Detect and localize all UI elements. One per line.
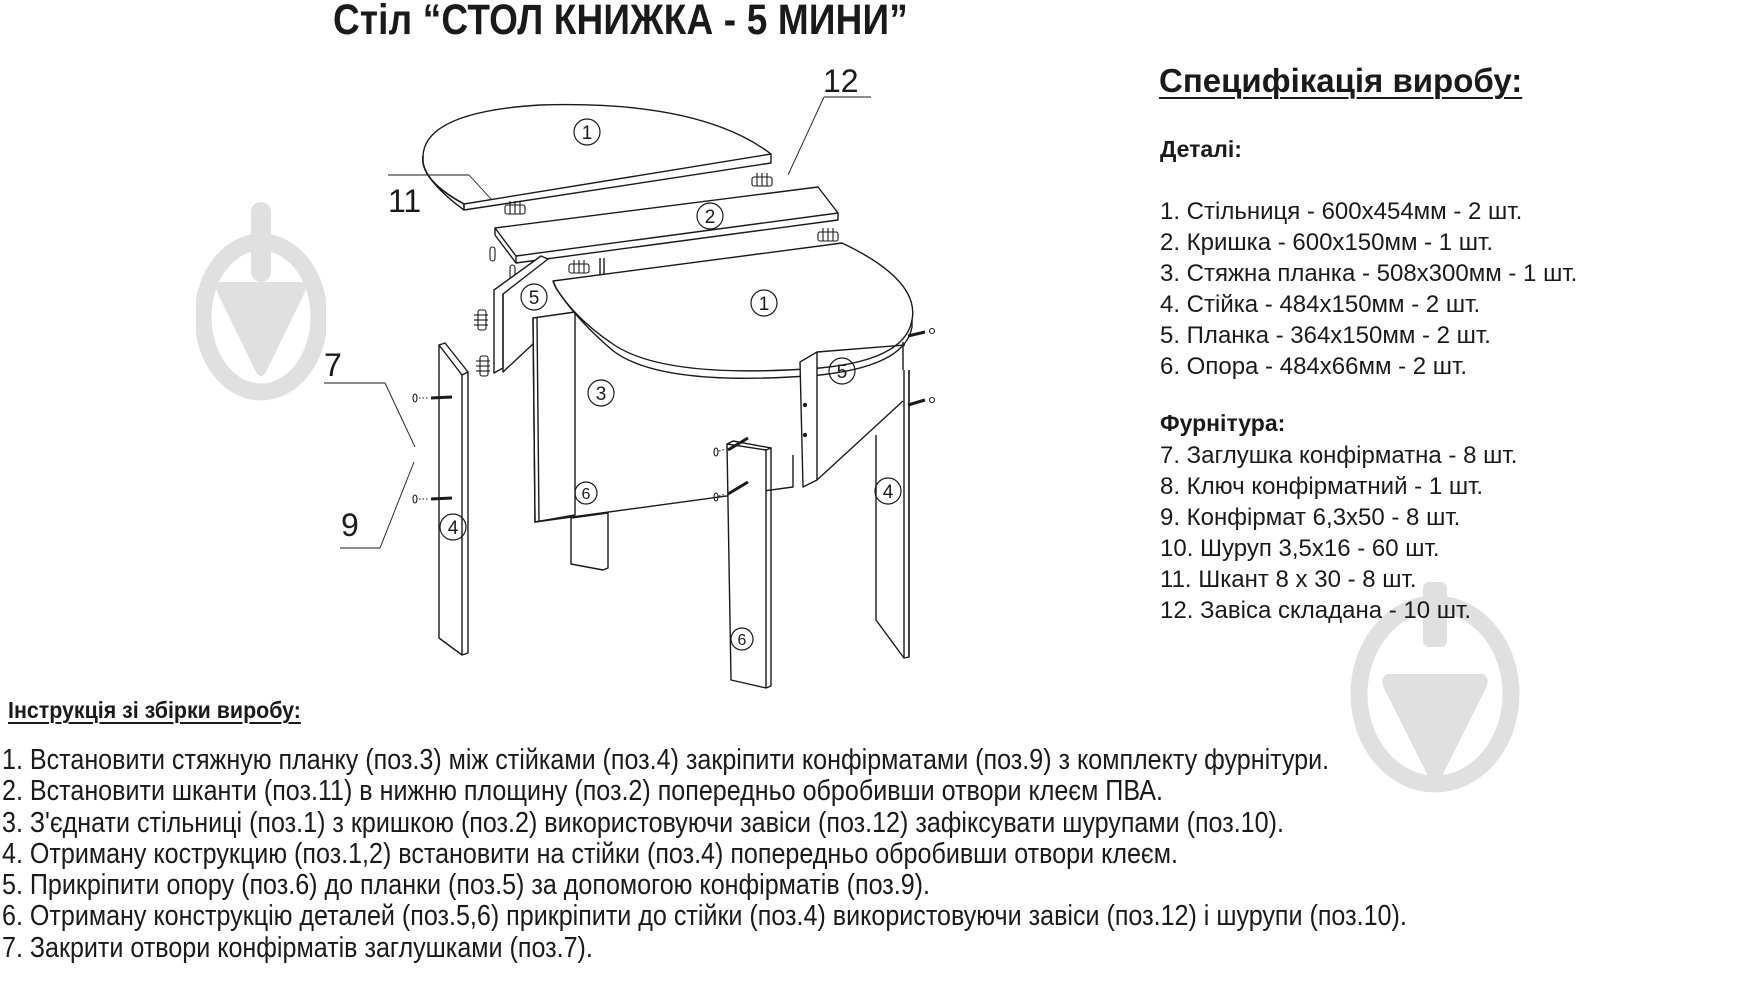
part-label-3: 3 <box>595 384 607 405</box>
instruction-step: 1. Встановити стяжную планку (поз.3) між стійками (поз.4) закріпити конфірматами (поз.9) з комплекту фурнітури. <box>2 744 1330 776</box>
plank-right <box>800 345 905 487</box>
detail-item: 5. Планка - 364x150мм - 2 шт. <box>1160 322 1491 349</box>
support-small <box>571 513 608 570</box>
part-label-5: 5 <box>528 288 540 309</box>
tabletop-lower <box>553 243 913 378</box>
part-label-2: 2 <box>704 207 716 228</box>
part-label-1: 1 <box>581 123 593 144</box>
hardware-item: 12. Завіса складана - 10 шт. <box>1160 597 1471 624</box>
part-label-4: 4 <box>447 518 459 539</box>
part-label-6: 6 <box>581 486 591 503</box>
detail-item: 6. Опора - 484x66мм - 2 шт. <box>1160 353 1468 380</box>
hardware-item: 8. Ключ конфірматний - 1 шт. <box>1160 473 1484 500</box>
hardware-item: 10. Шуруп 3,5x16 - 60 шт. <box>1160 535 1440 562</box>
hardware-heading: Фурнітура: <box>1160 410 1286 436</box>
part-label-5: 5 <box>836 362 848 383</box>
part-label-6: 6 <box>737 632 747 649</box>
instructions-list <box>2 745 1626 964</box>
part-label-4: 4 <box>882 482 894 503</box>
assembly-diagram <box>0 0 1000 690</box>
hardware-item: 11. Шкант 8 х 30 - 8 шт. <box>1160 566 1417 593</box>
confirmat-screw-icon <box>908 329 935 406</box>
tabletop-upper <box>423 105 771 210</box>
hinge-icon <box>474 310 490 376</box>
part-label-1: 1 <box>758 294 770 315</box>
detail-item: 1. Стільниця - 600x454мм - 2 шт. <box>1160 198 1523 225</box>
callout-9: 9 <box>341 507 359 543</box>
callout-11: 11 <box>388 183 422 219</box>
details-heading: Деталі: <box>1160 136 1242 162</box>
hardware-item: 7. Заглушка конфірматна - 8 шт. <box>1160 442 1518 469</box>
instruction-step: 3. З'єднати стільниці (поз.1) з кришкою (поз.2) використовуючи завіси (поз.12) зафіксувати шурупами (поз.10). <box>2 806 1284 839</box>
callout-7: 7 <box>324 347 342 383</box>
instruction-step: 6. Отриману конструкцію деталей (поз.5,6) прикріпити до стійки (поз.4) використовуючи завіси (поз.12) і шурупи (поз.10). <box>2 900 1407 933</box>
instruction-step: 4. Отриману кострукцию (поз.1,2) встановити на стійки (поз.4) попередньо обробивши отвори клеєм. <box>2 837 1178 870</box>
instruction-step: 7. Закрити отвори конфірматів заглушками (поз.7). <box>2 931 593 964</box>
instructions-heading: Інструкція зі збірки виробу: <box>8 697 301 723</box>
detail-item: 4. Стійка - 484x150мм - 2 шт. <box>1160 291 1481 318</box>
dowel-icon <box>490 247 515 279</box>
detail-item: 2. Кришка - 600x150мм - 1 шт. <box>1160 229 1494 256</box>
instruction-step: 2. Встановити шканти (поз.11) в нижню площину (поз.2) попередньо обробивши отвори клеєм ПВА. <box>2 775 1163 808</box>
specification-heading: Специфікація виробу: <box>1159 62 1523 99</box>
support-tall <box>727 441 771 688</box>
detail-item: 3. Стяжна планка - 508x300мм - 1 шт. <box>1160 260 1578 287</box>
document-title: Стіл “СТОЛ КНИЖКА - 5 МИНИ” <box>333 0 908 44</box>
callout-12: 12 <box>823 63 859 99</box>
hardware-item: 9. Конфірмат 6,3x50 - 8 шт. <box>1160 504 1461 531</box>
instruction-step: 5. Прикріпити опору (поз.6) до планки (поз.5) за допомогою конфірматів (поз.9). <box>2 869 931 902</box>
